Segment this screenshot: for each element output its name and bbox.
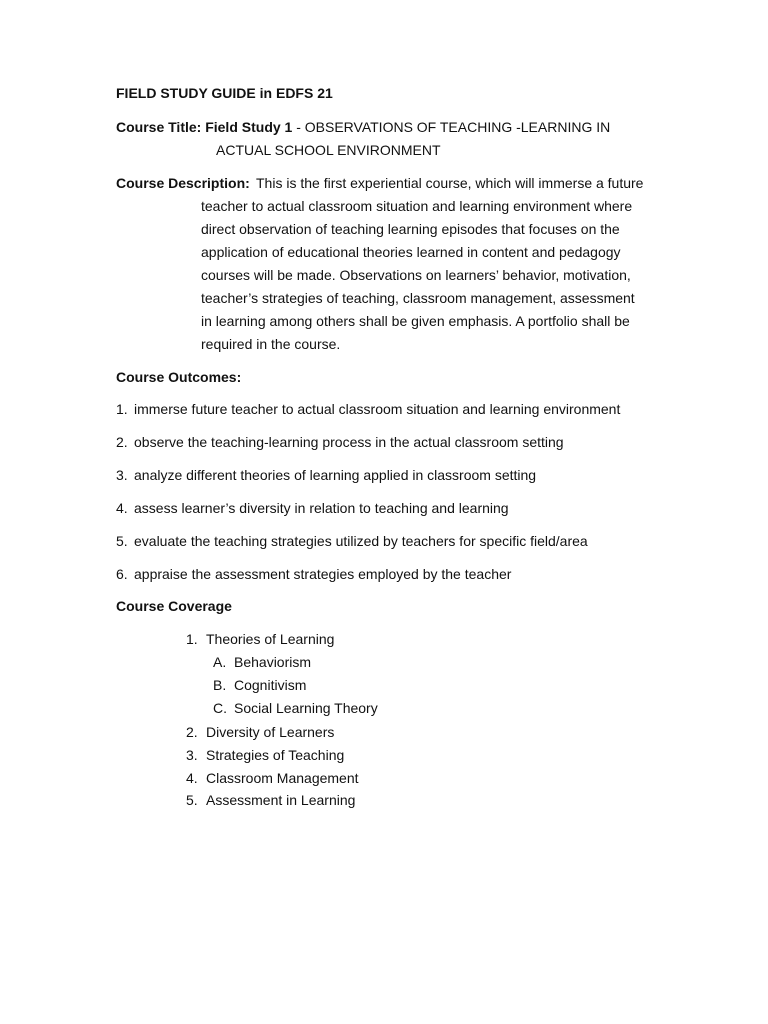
list-item (186, 631, 334, 647)
list-item-number: 2. (186, 724, 198, 740)
list-item (213, 700, 378, 716)
course-coverage-label: Course Coverage (116, 598, 232, 614)
list-item (116, 401, 620, 417)
list-item-text: Social Learning Theory (234, 700, 378, 716)
course-description-line: in learning among others shall be given emphasis. A portfolio shall be (201, 313, 630, 329)
list-item-text: assess learner’s diversity in relation to teaching and learning (134, 500, 509, 516)
course-description-label: Course Description: (116, 175, 250, 191)
list-item-number: 3. (186, 747, 198, 763)
list-item (213, 654, 311, 670)
list-item-text: Classroom Management (206, 770, 359, 786)
list-item-text: evaluate the teaching strategies utilized by teachers for specific field/area (134, 533, 588, 549)
course-description-line: courses will be made. Observations on learners’ behavior, motivation, (201, 267, 631, 283)
course-description-line: direct observation of teaching learning episodes that focuses on the (201, 221, 620, 237)
document-heading: FIELD STUDY GUIDE in EDFS 21 (116, 85, 333, 101)
course-description-line: teacher to actual classroom situation and learning environment where (201, 198, 633, 214)
list-item (186, 747, 344, 763)
list-item-text: Cognitivism (234, 677, 307, 693)
list-item-number: 3. (116, 467, 128, 483)
course-description-line: teacher’s strategies of teaching, classroom management, assessment (201, 290, 635, 306)
list-item-text: Theories of Learning (206, 631, 335, 647)
list-item (213, 677, 306, 693)
list-item-number: 5. (186, 792, 198, 808)
course-description-line: This is the first experiential course, which will immerse a future (256, 175, 644, 191)
list-item (116, 533, 588, 549)
list-item-text: analyze different theories of learning applied in classroom setting (134, 467, 537, 483)
list-item-text: Assessment in Learning (206, 792, 356, 808)
list-item (116, 434, 564, 450)
list-item-number: 4. (186, 770, 198, 786)
course-title-rest: - OBSERVATIONS OF TEACHING -LEARNING IN (292, 119, 611, 135)
list-item-number: 2. (116, 434, 128, 450)
list-item-text: Strategies of Teaching (206, 747, 345, 763)
list-item (116, 467, 536, 483)
list-item-text: immerse future teacher to actual classroom situation and learning environment (134, 401, 621, 417)
list-item-number: 1. (116, 401, 128, 417)
course-description-line: required in the course. (201, 336, 341, 352)
list-item (116, 566, 511, 582)
course-title-line2: ACTUAL SCHOOL ENVIRONMENT (216, 142, 441, 158)
list-item (116, 500, 509, 516)
course-title-line (116, 119, 610, 135)
list-item (186, 724, 334, 740)
list-item (186, 770, 359, 786)
course-description-line: application of educational theories learned in content and pedagogy (201, 244, 621, 260)
list-item-number: A. (213, 654, 227, 670)
list-item-number: 1. (186, 631, 198, 647)
list-item (186, 792, 355, 808)
list-item-number: B. (213, 677, 227, 693)
list-item-text: Behaviorism (234, 654, 312, 670)
list-item-text: observe the teaching-learning process in the actual classroom setting (134, 434, 564, 450)
list-item-text: appraise the assessment strategies employed by the teacher (134, 566, 512, 582)
course-title-name: Field Study 1 (205, 119, 293, 135)
course-title-label: Course Title: (116, 119, 202, 135)
list-item-number: 5. (116, 533, 128, 549)
list-item-number: 4. (116, 500, 128, 516)
list-item-number: 6. (116, 566, 128, 582)
list-item-number: C. (213, 700, 227, 716)
course-outcomes-label: Course Outcomes: (116, 369, 242, 385)
list-item-text: Diversity of Learners (206, 724, 335, 740)
